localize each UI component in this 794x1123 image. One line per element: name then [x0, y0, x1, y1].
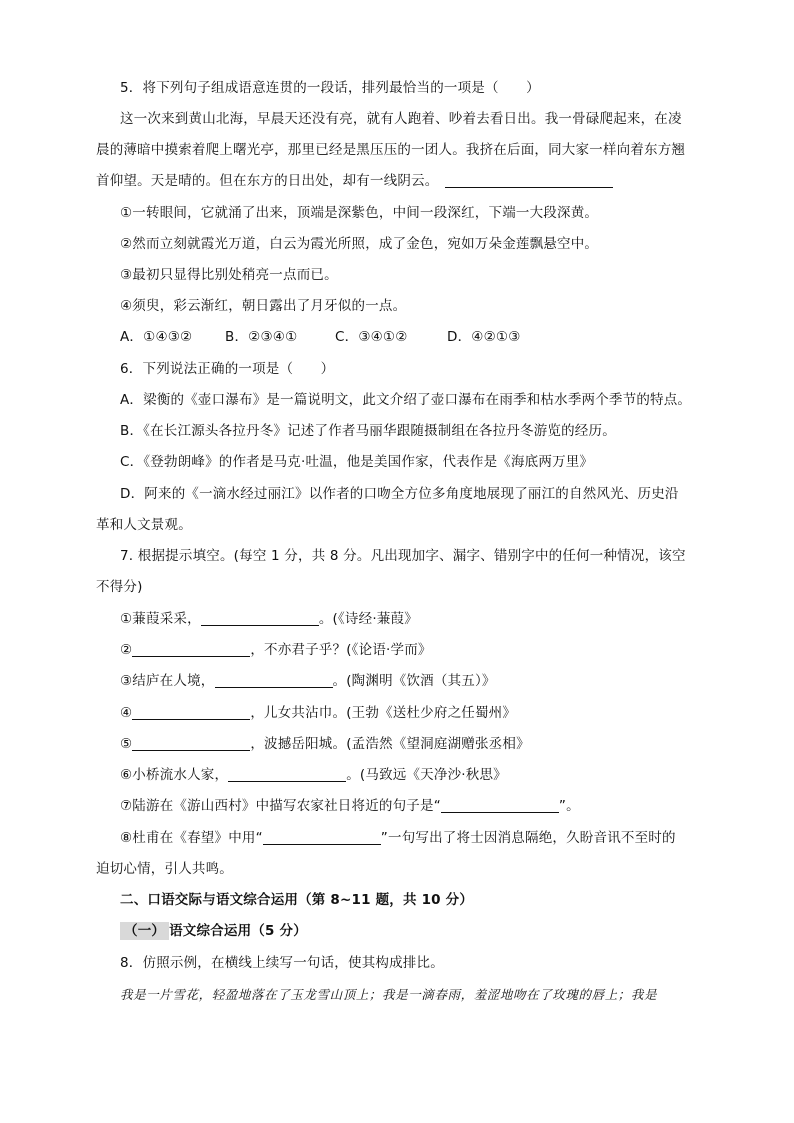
- q7-item-4: [120, 703, 730, 723]
- q5-answer-blank[interactable]: [445, 173, 613, 188]
- q6-option-b[interactable]: B．《在长江源头各拉丹冬》记述了作者马丽华跟随摄制组在各拉丹冬游览的经历。: [120, 423, 616, 439]
- q7-blank-7[interactable]: [441, 798, 559, 813]
- q7-item-3-pre: ③结庐在人境，: [120, 673, 215, 689]
- q5-option-b[interactable]: B．②③④①: [225, 329, 298, 345]
- q6-option-c[interactable]: C．《登勃朗峰》的作者是马克·吐温，他是美国作家，代表作是《海底两万里》: [120, 454, 594, 470]
- q5-option-a[interactable]: A．①④③②: [120, 329, 193, 345]
- q5-passage-line-1: 这一次来到黄山北海，早晨天还没有亮，就有人跑着、吵着去看日出。我一骨碌爬起来，在凌: [120, 111, 682, 127]
- q6-option-d[interactable]: D．阿来的《一滴水经过丽江》以作者的口吻全方位多角度地展现了丽江的自然风光、历史沿: [120, 486, 679, 502]
- q7-blank-3[interactable]: [215, 673, 333, 688]
- q5-passage-line-2: 晨的薄暗中摸索着爬上曙光亭，那里已经是黑压压的一团人。我挤在后面，同大家一样向着东方翘: [96, 142, 686, 158]
- q7-item-8-post: ”一句写出了将士因消息隔绝，久盼音讯不至时的: [380, 830, 676, 846]
- q8-example: 我是一片雪花，轻盈地落在了玉龙雪山顶上；我是一滴春雨，羞涩地吻在了玫瑰的唇上；我是: [120, 987, 658, 1002]
- q7-item-6-post: 。(马致远《天净沙·秋思》: [346, 767, 507, 783]
- q6-option-d-cont: 革和人文景观。: [96, 517, 192, 533]
- q5-options: [120, 327, 730, 347]
- q5-option-c[interactable]: C．③④①②: [335, 329, 408, 345]
- q7-item-7: [120, 796, 730, 816]
- subsection-tag: （一）: [120, 922, 169, 940]
- q7-item-5: [120, 734, 730, 754]
- section-2-subheading: [120, 921, 730, 941]
- q7-item-7-post: ”。: [558, 798, 580, 814]
- section-2-heading: 二、口语交际与语文综合运用（第 8~11 题，共 10 分）: [120, 892, 474, 908]
- q5-sentence-4: ④须臾，彩云渐红，朝日露出了月牙似的一点。: [120, 298, 407, 314]
- q7-item-2: [120, 640, 730, 660]
- q7-stem-line-1: 7. 根据提示填空。(每空 1 分，共 8 分。凡出现加字、漏字、错别字中的任何一种情况，该空: [120, 548, 686, 564]
- q5-stem: 5．将下列句子组成语意连贯的一段话，排列最恰当的一项是（ ）: [120, 80, 540, 96]
- q7-item-5-post: ，波撼岳阳城。(孟浩然《望洞庭湖赠张丞相》: [250, 736, 530, 752]
- q7-item-8: [120, 828, 730, 848]
- q7-item-1-pre: ①蒹葭采采，: [120, 611, 201, 627]
- q5-sentence-3: ③最初只显得比别处稍亮一点而已。: [120, 267, 338, 283]
- q7-item-1: [120, 609, 730, 629]
- q7-item-3: [120, 671, 730, 691]
- q7-item-2-pre: ②: [120, 642, 133, 658]
- q7-blank-1[interactable]: [201, 611, 319, 626]
- q5-sentence-1: ①一转眼间，它就涌了出来，顶端是深紫色，中间一段深红，下端一大段深黄。: [120, 205, 599, 221]
- q7-blank-2[interactable]: [132, 642, 250, 657]
- q5-sentence-2: ②然而立刻就霞光万道，白云为霞光所照，成了金色，宛如万朵金莲飘悬空中。: [120, 236, 599, 252]
- q7-item-1-post: 。(《诗经·蒹葭》: [318, 611, 418, 627]
- q7-item-4-pre: ④: [120, 705, 133, 721]
- q7-blank-6[interactable]: [228, 767, 346, 782]
- q7-item-6: [120, 765, 730, 785]
- q7-item-2-post: ，不亦君子乎？(《论语·学而》: [250, 642, 432, 658]
- q8-stem: 8．仿照示例，在横线上续写一句话，使其构成排比。: [120, 955, 444, 971]
- q5-option-d[interactable]: D．④②①③: [447, 329, 521, 345]
- q7-item-7-pre: ⑦陆游在《游山西村》中描写农家社日将近的句子是“: [120, 798, 441, 814]
- q7-item-8-pre: ⑧杜甫在《春望》中用“: [120, 830, 263, 846]
- q7-stem-line-2: 不得分): [96, 579, 143, 595]
- q7-blank-8[interactable]: [263, 830, 381, 845]
- q7-item-8-cont: 迫切心情，引人共鸣。: [96, 861, 233, 877]
- q7-blank-4[interactable]: [132, 705, 250, 720]
- q5-passage-line-3: [96, 171, 706, 191]
- q7-item-4-post: ，儿女共沾巾。(王勃《送杜少府之任蜀州》: [250, 705, 517, 721]
- q7-item-3-post: 。(陶渊明《饮酒（其五）》: [332, 673, 496, 689]
- q7-item-6-pre: ⑥小桥流水人家，: [120, 767, 229, 783]
- q7-item-5-pre: ⑤: [120, 736, 133, 752]
- subsection-title: 语文综合运用（5 分）: [169, 923, 307, 939]
- q7-blank-5[interactable]: [132, 736, 250, 751]
- q6-stem: 6．下列说法正确的一项是（ ）: [120, 361, 335, 377]
- q6-option-a[interactable]: A．梁衡的《壶口瀑布》是一篇说明文，此文介绍了壶口瀑布在雨季和枯水季两个季节的特点。: [120, 392, 692, 408]
- q5-passage-line-3-text: 首仰望。天是晴的。但在东方的日出处，却有一线阴云。: [96, 173, 439, 189]
